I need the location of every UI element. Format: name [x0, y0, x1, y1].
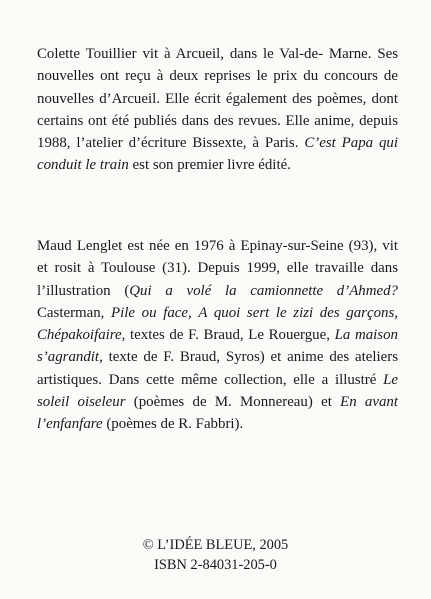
italic-title-run: Pile ou face	[111, 304, 188, 321]
text-run: (poèmes de M. Monnereau) et	[125, 394, 341, 411]
italic-title-run: A quoi sert le zizi des garçons	[198, 304, 395, 321]
text-run: Colette Touillier vit à Arcueil, dans le Val-de- Marne. Ses nouvelles ont reçu à deux reprises le prix du concours de nouvelles d’Arcueil. Elle écrit également des poèmes, dont certains ont été publiés dans des revues. Elle anime, depuis 1988, l’atelier d’écriture Bissexte, à Paris.	[37, 46, 398, 152]
italic-title-run: Le soleil oiseleur	[37, 371, 398, 411]
text-run: Casterman,	[37, 304, 112, 321]
text-run: , texte de F. Braud, Syros) et anime des ateliers artistiques. Dans cette même collection, elle a illustré	[37, 349, 398, 388]
text-run: Maud Lenglet est née en 1976 à Epinay-sur-Seine (93), vit et rosit à Toulouse (31). Depuis 1999, elle travaille dans l’illustration (	[37, 238, 398, 299]
author-bio-paragraph	[37, 43, 398, 177]
isbn-line: ISBN 2-84031-205-0	[154, 557, 277, 573]
italic-title-run: Qui a volé la camionnette d’Ahmed?	[129, 282, 398, 299]
italic-title-run: La maison s’agrandit	[37, 327, 398, 366]
text-run: (poèmes de R. Fabbri).	[102, 416, 244, 433]
copyright-line: © L’IDÉE BLEUE, 2005	[142, 537, 289, 553]
italic-title-run: Chépakoifaire	[37, 327, 122, 344]
text-run: , textes de F. Braud, Le Rouergue,	[121, 327, 335, 344]
text-run: est son premier livre édité.	[128, 157, 291, 174]
text-run: ,	[394, 304, 398, 321]
text-run: ,	[188, 304, 199, 321]
italic-title-run: En avant l’enfanfare	[37, 394, 399, 433]
illustrator-bio-paragraph	[37, 235, 398, 436]
italic-title-run: C’est Papa qui conduit le train	[37, 135, 399, 174]
